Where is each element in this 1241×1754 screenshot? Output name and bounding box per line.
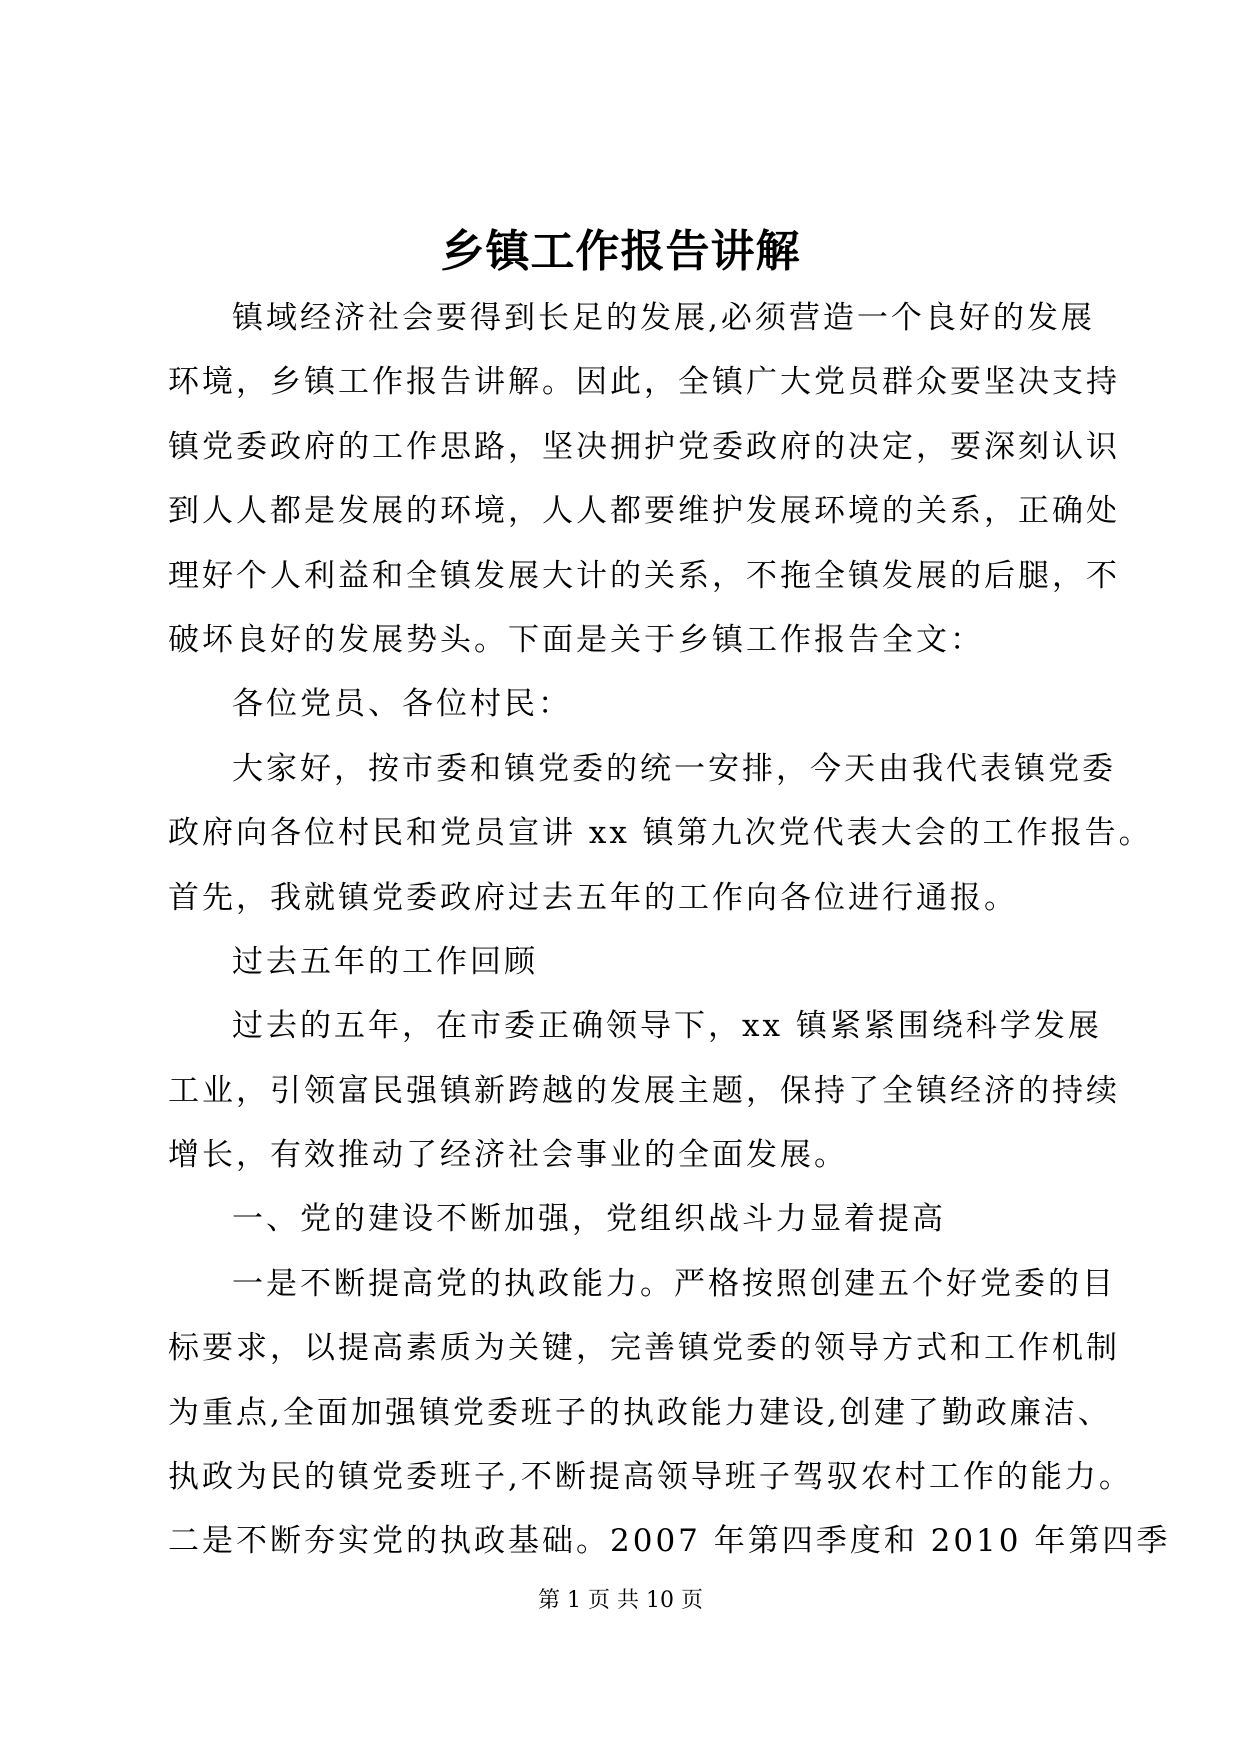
paragraph-line: 镇党委政府的工作思路，坚决拥护党委政府的决定，要深刻认识 [168,428,1120,465]
paragraph-line: 过去的五年，在市委正确领导下，xx 镇紧紧围绕科学发展 [232,1008,1102,1045]
paragraph-line: 政府向各位村民和党员宣讲 xx 镇第九次党代表大会的工作报告。 [168,815,1153,852]
document-body [168,286,1171,1574]
paragraph-line: 到人人都是发展的环境，人人都要维护发展环境的关系，正确处 [168,493,1120,530]
paragraph-line: 破坏良好的发展势头。下面是关于乡镇工作报告全文： [168,621,984,658]
paragraph-line: 镇域经济社会要得到长足的发展,必须营造一个良好的发展 [232,300,1095,336]
paragraph-line: 环境，乡镇工作报告讲解。因此，全镇广大党员群众要坚决支持 [168,364,1120,401]
section-heading: 一、党的建设不断加强，党组织战斗力显着提高 [232,1201,946,1238]
section-heading: 过去五年的工作回顾 [232,943,538,980]
paragraph-line: 一是不断提高党的执政能力。严格按照创建五个好党委的目 [232,1265,1116,1302]
paragraph-line: 工业，引领富民强镇新跨越的发展主题，保持了全镇经济的持续 [168,1072,1120,1109]
paragraph-line: 执政为民的镇党委班子,不断提高领导班子驾驭农村工作的能力。 [168,1459,1133,1496]
paragraph-line: 为重点,全面加强镇党委班子的执政能力建设,创建了勤政廉洁、 [168,1394,1112,1431]
page-footer: 第 1 页 共 10 页 [538,1588,703,1613]
paragraph-line: 标要求，以提高素质为关键，完善镇党委的领导方式和工作机制 [168,1330,1120,1367]
paragraph-line: 首先，我就镇党委政府过去五年的工作向各位进行通报。 [168,879,1018,916]
document-title: 乡镇工作报告讲解 [440,226,801,277]
paragraph-line: 二是不断夯实党的执政基础。2007 年第四季度和 2010 年第四季 [168,1523,1171,1560]
paragraph-line: 大家好，按市委和镇党委的统一安排，今天由我代表镇党委 [232,750,1116,787]
paragraph-line: 理好个人利益和全镇发展大计的关系，不拖全镇发展的后腿，不 [168,557,1120,594]
paragraph-line: 增长，有效推动了经济社会事业的全面发展。 [168,1137,848,1174]
salutation-line: 各位党员、各位村民： [232,686,572,723]
